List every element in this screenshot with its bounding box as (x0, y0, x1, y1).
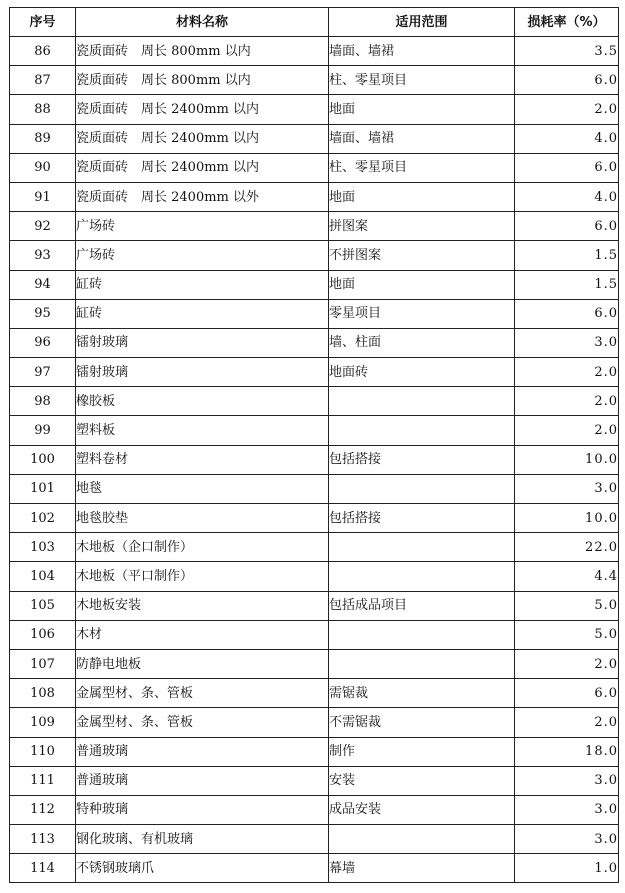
applicable-range-cell: 墙面、墙裙 (329, 37, 515, 66)
row-number-cell: 97 (10, 358, 76, 387)
table-row (10, 299, 619, 328)
table-row (10, 591, 619, 620)
header-rate: 损耗率（%） (515, 8, 619, 37)
table-row (10, 679, 619, 708)
applicable-range-cell (329, 562, 515, 591)
applicable-range-cell: 成品安装 (329, 795, 515, 824)
loss-rate-cell: 2.0 (515, 649, 619, 678)
table-row (10, 95, 619, 124)
applicable-range-cell: 拼图案 (329, 212, 515, 241)
header-name: 材料名称 (76, 8, 329, 37)
row-number-cell: 94 (10, 270, 76, 299)
header-range: 适用范围 (329, 8, 515, 37)
applicable-range-cell (329, 387, 515, 416)
material-name-cell: 防静电地板 (76, 649, 329, 678)
loss-rate-cell: 22.0 (515, 533, 619, 562)
loss-rate-cell: 6.0 (515, 153, 619, 182)
applicable-range-cell: 安装 (329, 766, 515, 795)
applicable-range-cell: 不需锯裁 (329, 708, 515, 737)
table-row (10, 474, 619, 503)
material-name-cell: 木地板（企口制作） (76, 533, 329, 562)
table-row (10, 387, 619, 416)
loss-rate-cell: 2.0 (515, 708, 619, 737)
loss-rate-cell: 4.4 (515, 562, 619, 591)
row-number-cell: 109 (10, 708, 76, 737)
row-number-cell: 113 (10, 825, 76, 854)
applicable-range-cell: 墙、柱面 (329, 328, 515, 357)
row-number-cell: 105 (10, 591, 76, 620)
row-number-cell: 100 (10, 445, 76, 474)
table-row (10, 445, 619, 474)
material-name-cell: 木地板安装 (76, 591, 329, 620)
loss-rate-cell: 3.0 (515, 766, 619, 795)
material-name-cell: 橡胶板 (76, 387, 329, 416)
material-name-cell: 广场砖 (76, 241, 329, 270)
table-row (10, 182, 619, 211)
table-row (10, 766, 619, 795)
row-number-cell: 101 (10, 474, 76, 503)
material-name-cell: 地毯胶垫 (76, 504, 329, 533)
material-name-cell: 木材 (76, 620, 329, 649)
applicable-range-cell: 制作 (329, 737, 515, 766)
row-number-cell: 106 (10, 620, 76, 649)
table-row (10, 795, 619, 824)
row-number-cell: 90 (10, 153, 76, 182)
material-name-cell: 塑料板 (76, 416, 329, 445)
material-name-cell: 地毯 (76, 474, 329, 503)
table-row (10, 153, 619, 182)
applicable-range-cell (329, 533, 515, 562)
applicable-range-cell (329, 416, 515, 445)
applicable-range-cell: 柱、零星项目 (329, 66, 515, 95)
applicable-range-cell: 零星项目 (329, 299, 515, 328)
loss-rate-cell: 3.0 (515, 474, 619, 503)
applicable-range-cell: 需锯裁 (329, 679, 515, 708)
loss-rate-cell: 18.0 (515, 737, 619, 766)
loss-rate-cell: 1.5 (515, 241, 619, 270)
table-row (10, 825, 619, 854)
loss-rate-cell: 2.0 (515, 416, 619, 445)
table-row (10, 708, 619, 737)
row-number-cell: 110 (10, 737, 76, 766)
loss-rate-cell: 4.0 (515, 124, 619, 153)
loss-rate-cell: 10.0 (515, 445, 619, 474)
table-row (10, 241, 619, 270)
row-number-cell: 86 (10, 37, 76, 66)
header-no: 序号 (10, 8, 76, 37)
row-number-cell: 108 (10, 679, 76, 708)
loss-rate-cell: 6.0 (515, 212, 619, 241)
loss-rate-cell: 6.0 (515, 679, 619, 708)
loss-rate-cell: 10.0 (515, 504, 619, 533)
loss-rate-cell: 2.0 (515, 387, 619, 416)
material-name-cell: 瓷质面砖 周长 2400mm 以内 (76, 124, 329, 153)
loss-rate-cell: 3.0 (515, 795, 619, 824)
table-row (10, 620, 619, 649)
applicable-range-cell: 地面 (329, 182, 515, 211)
table-row (10, 212, 619, 241)
loss-rate-cell: 3.0 (515, 328, 619, 357)
row-number-cell: 104 (10, 562, 76, 591)
table-row (10, 270, 619, 299)
applicable-range-cell: 墙面、墙裙 (329, 124, 515, 153)
loss-rate-cell: 1.5 (515, 270, 619, 299)
table-row (10, 37, 619, 66)
loss-rate-cell: 3.5 (515, 37, 619, 66)
table-row (10, 66, 619, 95)
row-number-cell: 102 (10, 504, 76, 533)
table-row (10, 358, 619, 387)
material-name-cell: 瓷质面砖 周长 2400mm 以内 (76, 95, 329, 124)
table-row (10, 562, 619, 591)
applicable-range-cell (329, 620, 515, 649)
material-name-cell: 普通玻璃 (76, 737, 329, 766)
header-row (10, 8, 619, 37)
table-row (10, 416, 619, 445)
applicable-range-cell: 包括成品项目 (329, 591, 515, 620)
material-name-cell: 镭射玻璃 (76, 358, 329, 387)
table-row (10, 533, 619, 562)
loss-rate-cell: 4.0 (515, 182, 619, 211)
table-body (10, 37, 619, 883)
material-name-cell: 瓷质面砖 周长 800mm 以内 (76, 66, 329, 95)
material-name-cell: 特种玻璃 (76, 795, 329, 824)
loss-rate-cell: 2.0 (515, 358, 619, 387)
table-row (10, 737, 619, 766)
applicable-range-cell (329, 649, 515, 678)
loss-rate-cell: 6.0 (515, 66, 619, 95)
row-number-cell: 112 (10, 795, 76, 824)
row-number-cell: 95 (10, 299, 76, 328)
table-row (10, 504, 619, 533)
material-name-cell: 瓷质面砖 周长 800mm 以内 (76, 37, 329, 66)
applicable-range-cell (329, 825, 515, 854)
material-name-cell: 缸砖 (76, 299, 329, 328)
material-name-cell: 金属型材、条、管板 (76, 708, 329, 737)
applicable-range-cell: 地面砖 (329, 358, 515, 387)
material-name-cell: 普通玻璃 (76, 766, 329, 795)
applicable-range-cell: 包括搭接 (329, 504, 515, 533)
loss-rate-cell: 6.0 (515, 299, 619, 328)
row-number-cell: 92 (10, 212, 76, 241)
table-row (10, 328, 619, 357)
table-row (10, 854, 619, 883)
material-loss-table (9, 7, 619, 883)
material-name-cell: 镭射玻璃 (76, 328, 329, 357)
row-number-cell: 87 (10, 66, 76, 95)
row-number-cell: 89 (10, 124, 76, 153)
loss-rate-cell: 5.0 (515, 620, 619, 649)
material-name-cell: 广场砖 (76, 212, 329, 241)
applicable-range-cell: 柱、零星项目 (329, 153, 515, 182)
loss-rate-cell: 5.0 (515, 591, 619, 620)
row-number-cell: 107 (10, 649, 76, 678)
row-number-cell: 99 (10, 416, 76, 445)
material-name-cell: 瓷质面砖 周长 2400mm 以内 (76, 153, 329, 182)
applicable-range-cell: 地面 (329, 95, 515, 124)
loss-rate-cell: 3.0 (515, 825, 619, 854)
loss-rate-cell: 2.0 (515, 95, 619, 124)
table-row (10, 649, 619, 678)
material-name-cell: 金属型材、条、管板 (76, 679, 329, 708)
material-name-cell: 塑料卷材 (76, 445, 329, 474)
material-name-cell: 瓷质面砖 周长 2400mm 以外 (76, 182, 329, 211)
applicable-range-cell: 包括搭接 (329, 445, 515, 474)
row-number-cell: 103 (10, 533, 76, 562)
material-name-cell: 木地板（平口制作） (76, 562, 329, 591)
material-name-cell: 钢化玻璃、有机玻璃 (76, 825, 329, 854)
row-number-cell: 88 (10, 95, 76, 124)
row-number-cell: 91 (10, 182, 76, 211)
applicable-range-cell: 不拼图案 (329, 241, 515, 270)
row-number-cell: 98 (10, 387, 76, 416)
applicable-range-cell: 幕墙 (329, 854, 515, 883)
row-number-cell: 111 (10, 766, 76, 795)
row-number-cell: 93 (10, 241, 76, 270)
applicable-range-cell (329, 474, 515, 503)
material-name-cell: 缸砖 (76, 270, 329, 299)
loss-rate-cell: 1.0 (515, 854, 619, 883)
material-name-cell: 不锈钢玻璃爪 (76, 854, 329, 883)
applicable-range-cell: 地面 (329, 270, 515, 299)
row-number-cell: 96 (10, 328, 76, 357)
row-number-cell: 114 (10, 854, 76, 883)
table-row (10, 124, 619, 153)
